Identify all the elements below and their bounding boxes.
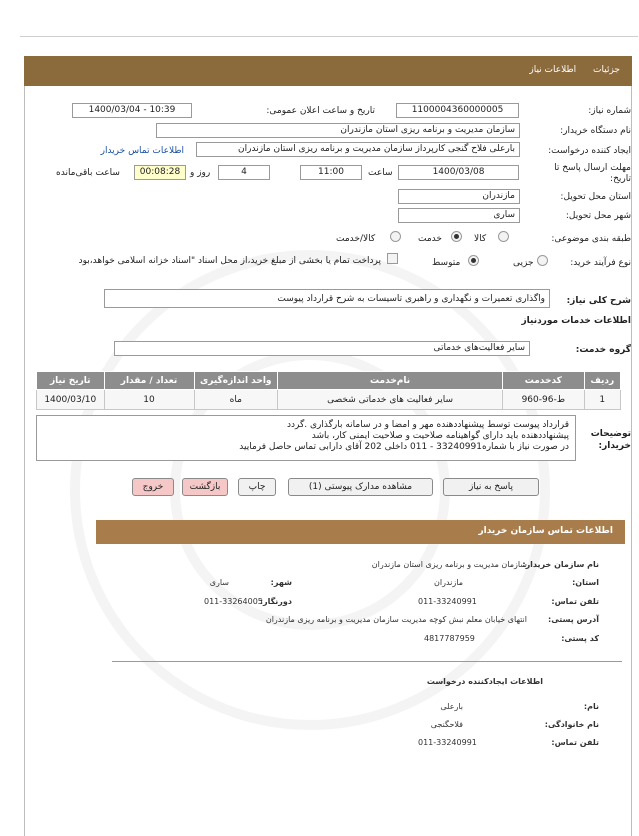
col-quantity: تعداد / مقدار bbox=[104, 372, 194, 390]
tab-details[interactable]: جزئیات bbox=[593, 65, 620, 75]
buyer-org-field: سازمان مدیریت و برنامه ریزی استان مازندران bbox=[156, 123, 520, 138]
cell-unit: ماه bbox=[194, 390, 278, 410]
category-goods-radio[interactable] bbox=[498, 231, 509, 242]
creator-phone-label: تلفن تماس: bbox=[551, 738, 599, 747]
process-minor-radio[interactable] bbox=[537, 255, 548, 266]
creator-label: ایجاد کننده درخواست: bbox=[548, 146, 631, 156]
remaining-label: ساعت باقی‌مانده bbox=[56, 168, 120, 178]
contact-province-label: استان: bbox=[572, 578, 599, 587]
description-label: شرح کلی نیاز: bbox=[566, 296, 631, 306]
category-service-label: خدمت bbox=[418, 234, 442, 244]
city-field: ساری bbox=[398, 208, 520, 223]
deadline-time-label: ساعت bbox=[368, 168, 393, 178]
col-need-date: تاریخ نیاز bbox=[37, 372, 105, 390]
creator-family-label: نام خانوادگی: bbox=[544, 720, 599, 729]
col-unit: واحد اندازه‌گیری bbox=[194, 372, 278, 390]
buyer-contact-link[interactable]: اطلاعات تماس خریدار bbox=[100, 146, 184, 156]
contact-postal-value: 4817787959 bbox=[424, 634, 475, 643]
content-frame bbox=[24, 86, 632, 836]
category-both-label: کالا/خدمت bbox=[336, 234, 376, 244]
service-group-label: گروه خدمت: bbox=[575, 345, 631, 355]
province-label: استان محل تحویل: bbox=[560, 192, 631, 202]
notes-line-1: قرارداد پیوست توسط پیشنهاددهنده مهر و امضا و در سامانه بارگذاری .گردد bbox=[286, 420, 569, 430]
need-number-field: 1100004360000005 bbox=[396, 103, 519, 118]
section-divider bbox=[112, 661, 622, 662]
contact-address-value: انتهای خیابان معلم نبش کوچه مدیریت سازمان مدیریت و برنامه ریزی مازندران bbox=[265, 615, 527, 624]
service-group-field: سایر فعالیت‌های خدماتی bbox=[114, 341, 530, 356]
col-service-code: کدخدمت bbox=[503, 372, 584, 390]
description-field: واگذاری تعمیرات و نگهداری و راهبری تاسیسات به شرح قرارداد پیوست bbox=[104, 289, 550, 308]
process-medium-label: متوسط bbox=[432, 258, 461, 268]
deadline-date-field: 1400/03/08 bbox=[398, 165, 519, 180]
contact-org-label: نام سازمان خریدار: bbox=[522, 560, 599, 569]
process-medium-radio[interactable] bbox=[468, 255, 479, 266]
category-goods-label: کالا bbox=[474, 234, 487, 244]
cell-service-code: ط-96-960 bbox=[503, 390, 584, 410]
category-both-radio[interactable] bbox=[390, 231, 401, 242]
cell-quantity: 10 bbox=[104, 390, 194, 410]
contact-phone-value: 011-33240991 bbox=[418, 597, 477, 606]
table-row bbox=[37, 390, 621, 410]
category-label: طبقه بندی موضوعی: bbox=[551, 234, 631, 244]
category-service-radio[interactable] bbox=[451, 231, 462, 242]
contact-address-label: آدرس پستی: bbox=[548, 615, 599, 624]
view-attachments-button[interactable]: مشاهده مدارک پیوستی (1) bbox=[288, 478, 433, 496]
notes-line-3: در صورت نیاز با شماره33240991 - 011 داخلی 202 آقای دارابی تماس حاصل فرمایید bbox=[239, 442, 569, 452]
buyer-org-label: نام دستگاه خریدار: bbox=[560, 126, 631, 136]
creator-name-value: بارعلی bbox=[440, 702, 463, 711]
reply-button[interactable]: پاسخ به نیاز bbox=[443, 478, 539, 496]
col-service-name: نام‌خدمت bbox=[278, 372, 503, 390]
back-button[interactable]: بازگشت bbox=[182, 478, 228, 496]
notes-label: توضیحات خریدار: bbox=[590, 429, 631, 451]
days-count-field: 4 bbox=[218, 165, 270, 180]
exit-button[interactable]: خروج bbox=[132, 478, 174, 496]
process-minor-label: جزیی bbox=[513, 258, 534, 268]
treasury-payment-checkbox[interactable] bbox=[387, 253, 398, 264]
contact-section-header bbox=[96, 520, 625, 544]
creator-phone-value: 011-33240991 bbox=[418, 738, 477, 747]
print-button[interactable]: چاپ bbox=[238, 478, 276, 496]
process-label: نوع فرآیند خرید: bbox=[570, 258, 631, 268]
announce-field: 1400/03/04 - 10:39 bbox=[72, 103, 192, 118]
contact-city-value: ساری bbox=[209, 578, 229, 587]
creator-name-label: نام: bbox=[583, 702, 599, 711]
creator-family-value: فلاحگنجی bbox=[430, 720, 463, 729]
city-label: شهر محل تحویل: bbox=[565, 211, 631, 221]
tab-need-info[interactable]: اطلاعات نیاز bbox=[529, 65, 577, 75]
top-divider bbox=[20, 36, 638, 37]
creator-field: بارعلی فلاح گنجی کارپرداز سازمان مدیریت و برنامه ریزی استان مازندران bbox=[196, 142, 520, 157]
contact-fax-value: 011-33264005 bbox=[204, 597, 263, 606]
contact-phone-label: تلفن تماس: bbox=[551, 597, 599, 606]
services-section-title: اطلاعات خدمات موردنیاز bbox=[521, 316, 631, 326]
contact-city-label: شهر: bbox=[270, 578, 292, 587]
cell-row: 1 bbox=[584, 390, 620, 410]
need-number-label: شماره نیاز: bbox=[588, 106, 631, 116]
table-header-row bbox=[37, 372, 621, 390]
days-label: روز و bbox=[190, 168, 211, 178]
cell-need-date: 1400/03/10 bbox=[37, 390, 105, 410]
header-bar bbox=[24, 56, 632, 86]
col-row: ردیف bbox=[584, 372, 620, 390]
contact-org-value: سازمان مدیریت و برنامه ریزی استان مازندران bbox=[371, 560, 527, 569]
contact-province-value: مازندران bbox=[434, 578, 463, 587]
cell-service-name: سایر فعالیت های خدماتی شخصی bbox=[278, 390, 503, 410]
services-table bbox=[36, 371, 621, 410]
contact-fax-label: دورنگار: bbox=[259, 597, 292, 606]
notes-box bbox=[36, 415, 576, 461]
announce-label: تاریخ و ساعت اعلان عمومی: bbox=[266, 106, 375, 116]
treasury-payment-note: پرداخت تمام یا بخشی از مبلغ خرید،از محل اسناد "اسناد خزانه اسلامی خواهد،بود bbox=[78, 256, 381, 266]
deadline-label: مهلت ارسال پاسخ تا تاریخ: bbox=[554, 163, 631, 184]
deadline-time-field: 11:00 bbox=[300, 165, 362, 180]
contact-postal-label: کد پستی: bbox=[561, 634, 599, 643]
notes-line-2: پیشنهاددهنده باید دارای گواهینامه صلاحیت و صلاحیت ایمنی کار، باشد bbox=[311, 431, 569, 441]
province-field: مازندران bbox=[398, 189, 520, 204]
creator-info-title: اطلاعات ایجادکننده درخواست bbox=[426, 677, 543, 686]
contact-section-title: اطلاعات تماس سازمان خریدار bbox=[478, 526, 613, 536]
remaining-time-field: 00:08:28 bbox=[134, 165, 186, 180]
